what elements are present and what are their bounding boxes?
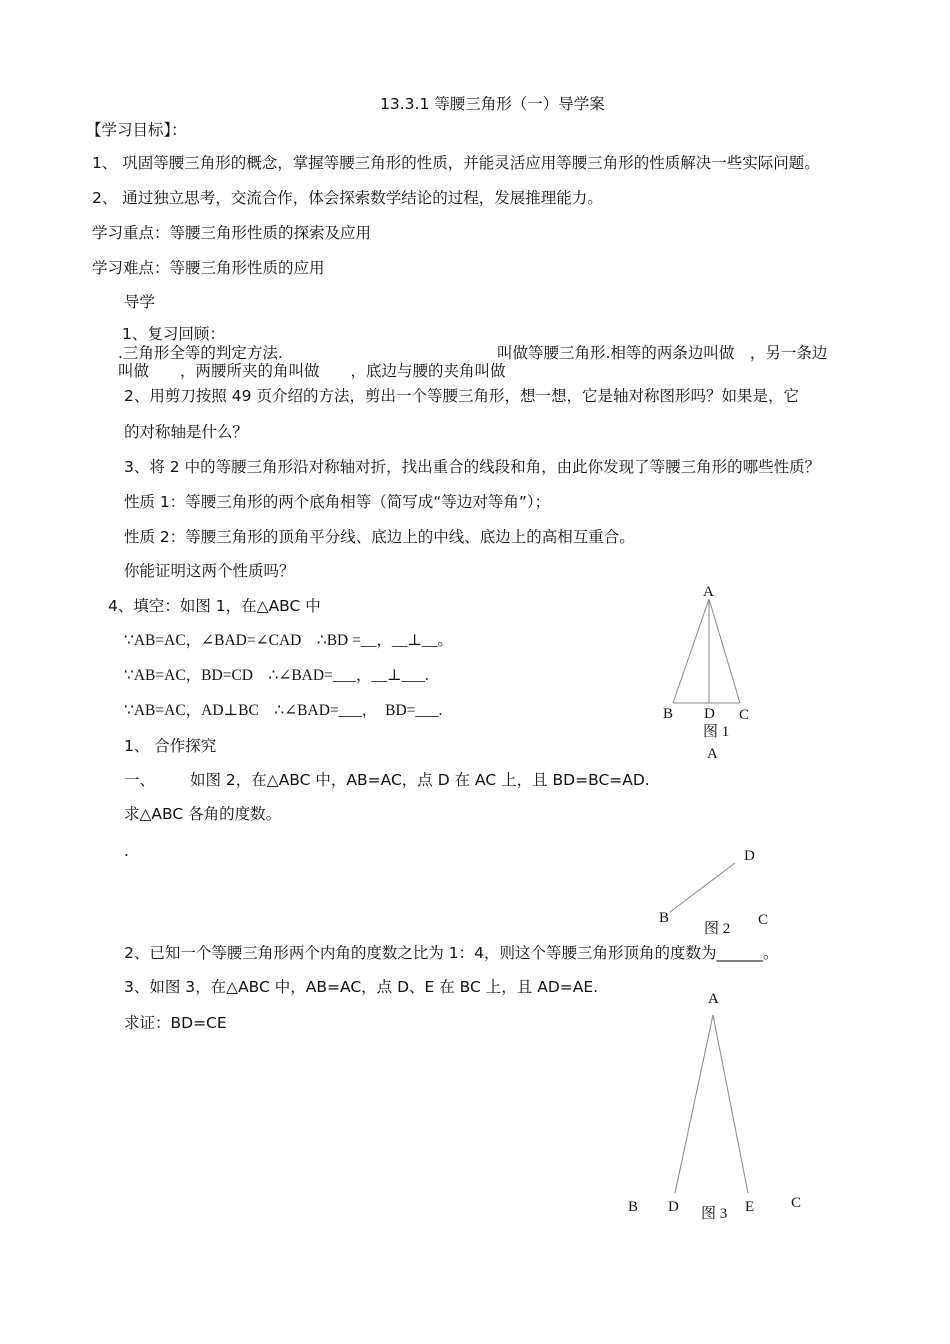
problem-1-ask: 求△ABC 各角的度数。 bbox=[124, 805, 282, 823]
fig3-caption: 图 3 bbox=[701, 1206, 728, 1222]
fill-line-1: ∵AB=AC，∠BAD=∠CAD ∴BD =__，__⊥__。 bbox=[124, 632, 453, 649]
fig3-segment-ad bbox=[675, 1015, 713, 1193]
fig1-caption: 图 1 bbox=[703, 724, 730, 740]
objective-item-2: 2、 通过独立思考，交流合作，体会探索数学结论的过程，发展推理能力。 bbox=[92, 189, 603, 207]
difficulty: 学习难点：等腰三角形性质的应用 bbox=[92, 259, 325, 277]
fig2-label-c: C bbox=[758, 912, 769, 928]
stray-dot: . bbox=[124, 842, 129, 860]
review-line-2: 叫做 ，两腰所夹的角叫做 ，底边与腰的夹角叫做 bbox=[118, 362, 506, 380]
fig3-label-c: C bbox=[791, 1195, 802, 1211]
fill-line-2: ∵AB=AC，BD=CD ∴∠BAD=___，__⊥___. bbox=[124, 667, 429, 684]
fig2-segment-bd bbox=[670, 863, 735, 912]
problem-1-label: 一、 bbox=[124, 771, 156, 789]
fig2-caption: 图 2 bbox=[704, 921, 731, 937]
figure-3 bbox=[620, 985, 820, 1225]
fig2-label-a: A bbox=[707, 746, 718, 762]
fig1-label-b: B bbox=[663, 706, 674, 722]
review-line-1a: .三角形全等的判定方法. bbox=[118, 344, 283, 362]
problem-2: 2、已知一个等腰三角形两个内角的度数之比为 1：4，则这个等腰三角形顶角的度数为______。 bbox=[124, 944, 779, 962]
fig2-label-b: B bbox=[659, 910, 670, 926]
fig1-side-ab bbox=[673, 599, 709, 703]
fig1-label-a: A bbox=[703, 584, 714, 600]
problem-3-prove: 求证：BD=CE bbox=[124, 1014, 227, 1032]
fig1-label-d: D bbox=[704, 706, 715, 722]
property-2: 性质 2：等腰三角形的顶角平分线、底边上的中线、底边上的高相互重合。 bbox=[124, 528, 635, 546]
problem-3: 3、如图 3，在△ABC 中，AB=AC，点 D、E 在 BC 上，且 AD=AE. bbox=[124, 978, 599, 996]
review-label: 1、复习回顾： bbox=[122, 325, 225, 343]
property-1: 性质 1：等腰三角形的两个底角相等（简写成“等边对等角”）； bbox=[124, 493, 551, 511]
fig1-label-c: C bbox=[739, 707, 750, 723]
fill-line-3: ∵AB=AC，AD⊥BC ∴∠BAD=___， BD=___. bbox=[124, 702, 443, 719]
problem-1-text: 如图 2，在△ABC 中，AB=AC，点 D 在 AC 上，且 BD=BC=AD. bbox=[190, 771, 650, 789]
key-point: 学习重点：等腰三角形性质的探索及应用 bbox=[92, 224, 372, 242]
guide-heading: 导学 bbox=[124, 293, 156, 311]
review-line-1b: 叫做等腰三角形.相等的两条边叫做 ，另一条边 bbox=[497, 344, 828, 362]
fig1-side-ac bbox=[709, 599, 740, 703]
fig3-label-d: D bbox=[668, 1199, 679, 1215]
fig3-segment-ae bbox=[713, 1015, 748, 1193]
figure-2 bbox=[640, 740, 790, 940]
question-3: 3、将 2 中的等腰三角形沿对称轴对折，找出重合的线段和角，由此你发现了等腰三角形的哪些性质？ bbox=[124, 458, 821, 476]
fill-heading: 4、填空：如图 1，在△ABC 中 bbox=[108, 597, 321, 615]
objective-item-1: 1、 巩固等腰三角形的概念，掌握等腰三角形的性质，并能灵活应用等腰三角形的性质解决一些实际问题。 bbox=[92, 154, 820, 172]
explore-heading: 1、 合作探究 bbox=[124, 737, 217, 755]
fig3-label-a: A bbox=[708, 991, 719, 1007]
question-2-line-1: 2、用剪刀按照 49 页介绍的方法，剪出一个等腰三角形，想一想，它是轴对称图形吗？如果是，它 bbox=[124, 387, 799, 405]
objectives-heading: 【学习目标】： bbox=[86, 121, 187, 139]
fig3-label-b: B bbox=[628, 1199, 639, 1215]
question-2-line-2: 的对称轴是什么？ bbox=[124, 423, 249, 441]
page-title: 13.3.1 等腰三角形（一）导学案 bbox=[380, 95, 605, 113]
prove-question: 你能证明这两个性质吗？ bbox=[124, 562, 295, 580]
fig2-label-d: D bbox=[744, 848, 755, 864]
fig3-label-e: E bbox=[745, 1199, 755, 1215]
